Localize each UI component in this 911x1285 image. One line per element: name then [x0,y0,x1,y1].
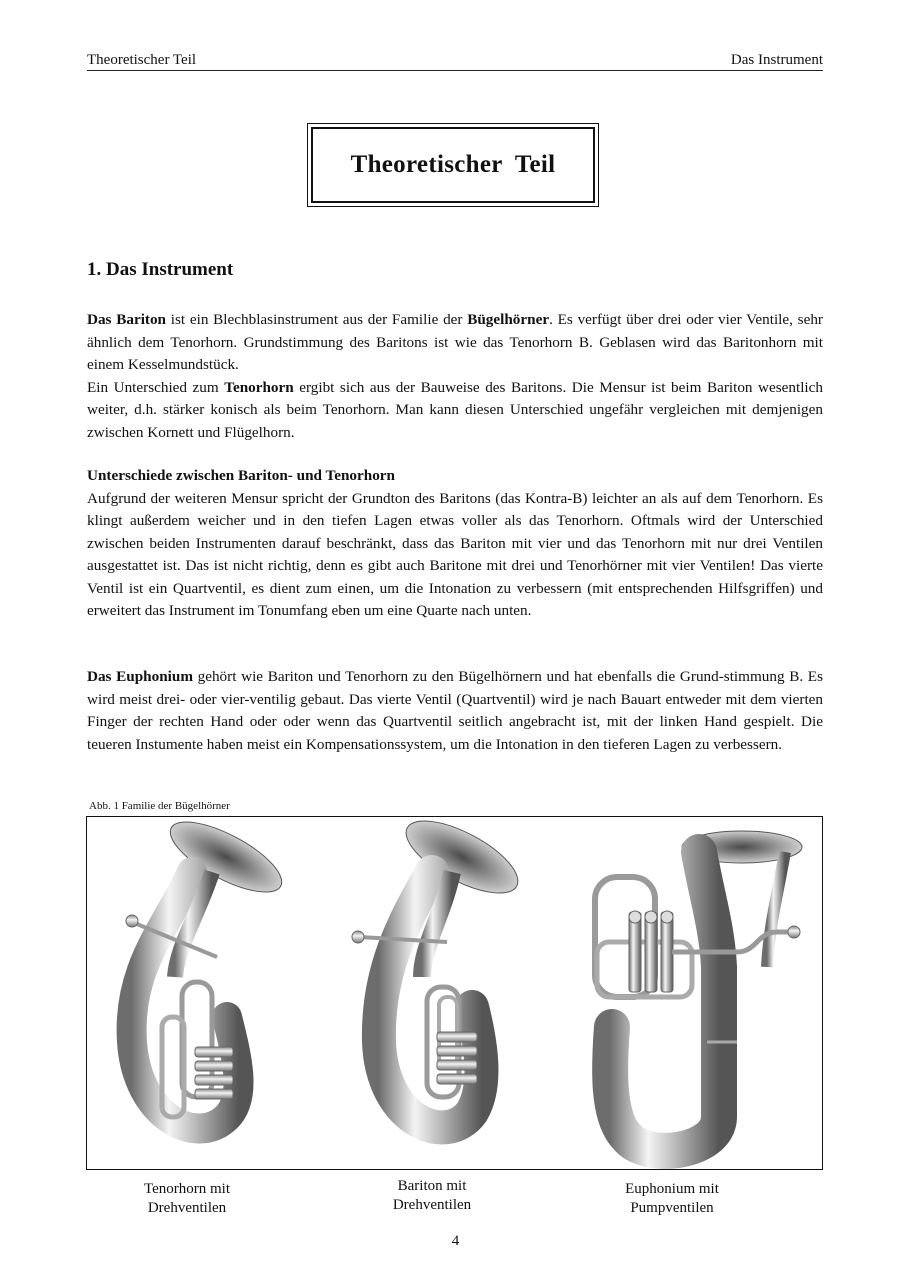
bariton-illustration [352,817,528,1127]
paragraph-tenorhorn [87,377,823,445]
paragraph-text: Ein Unterschied zum [87,378,225,396]
figure-instruments [86,816,823,1170]
label-line: Pumpventilen [630,1200,714,1216]
title-box [307,123,599,207]
header-right: Das Instrument [730,52,823,68]
paragraph-euphonium [87,666,823,756]
label-line: Tenorhorn mit [143,1181,230,1197]
paragraph-text: . Es verfügt über drei oder vier Ventile, sehr ähnlich dem Tenorhorn. Grundstimmung des Baritons ist wie das Tenorhorn B. Geblasen wird das Baritonhorn mit einem Kesselmundstück. [87,311,823,373]
intro-text [87,309,823,444]
label-tenorhorn [87,1180,287,1218]
label-line: Drehventilen [147,1200,227,1216]
title-box-text: Theoretischer Teil [311,127,595,203]
term-tenorhorn: Tenorhorn [224,378,294,396]
paragraph-bariton [87,309,823,377]
label-line: Euphonium mit [625,1181,719,1197]
running-header [87,50,823,71]
term-bariton: Das Bariton [87,311,167,328]
paragraph-differences: Aufgrund der weiteren Mensur spricht der Grundton des Baritons (das Kontra-B) leichter an als auf dem Tenorhorn. Es klingt außerdem weicher und in den tiefen Lagen etwas voller als das Tenorhorn. Oftmals wird der Unterschied zwischen beiden Instrumenten darauf beschränkt, dass das Bariton mit vier und das Tenorhorn mit nur drei Ventilen ausgestattet ist. Das ist nicht richtig, denn es gibt auch Baritone mit drei und Tenorhörner mit vier Ventilen! Das vierte Ventil ist ein Quartventil, es dient zum einen, um die Intonation zu verbessern (mit entsprechenden Hilfsgriffen) und erweitert das Instrument im Tonumfang eben um eine Quarte nach unten. [87,489,823,619]
paragraph-text: gehört wie Bariton und Tenorhorn zu den Bügelhörnern und hat ebenfalls die Grund-stimmung B. Es wird meist drei- oder vier-ventilig gebaut. Das vierte Ventil (Quartventil) wird je nach Bauart entweder mit dem vierten Finger der rechten Hand oder oder wenn das Quartventil seitlich angebracht ist, mit der linken Hand gespielt. Die teueren Instumente haben meist ein Kompensationssystem, um die Intonation in den tieferen Lagen zu verbessern. [87,668,823,753]
header-left: Theoretischer Teil [87,52,197,68]
tenorhorn-illustration [126,817,291,1128]
label-line: Bariton mit [397,1178,467,1194]
sub-heading: Unterschiede zwischen Bariton- und Tenorhorn [87,467,395,484]
term-euphonium: Das Euphonium [87,668,193,685]
label-bariton [332,1177,532,1215]
page-number: 4 [451,1233,460,1249]
label-euphonium [572,1180,772,1218]
euphonium-illustration [595,831,802,1151]
figure-caption: Abb. 1 Familie der Bügelhörner [89,800,230,812]
euphonium-text [87,666,823,756]
differences-text [87,465,823,623]
section-heading: 1. Das Instrument [87,259,234,280]
paragraph-text: ist ein Blechblasinstrument aus der Familie der [166,311,468,328]
instrument-illustrations [87,817,824,1171]
paragraph-text: ergibt sich aus der Bauweise des Baritons. Die Mensur ist beim Bariton wesentlich weiter, d.h. stärker konisch als beim Tenorhorn. Man kann diesen Unterschied ungefähr vergleichen mit demjenigen zwischen Kornett und Flügelhorn. [87,378,823,441]
term-buegelhoerner: Bügelhörner [467,311,550,328]
label-line: Drehventilen [392,1197,472,1213]
